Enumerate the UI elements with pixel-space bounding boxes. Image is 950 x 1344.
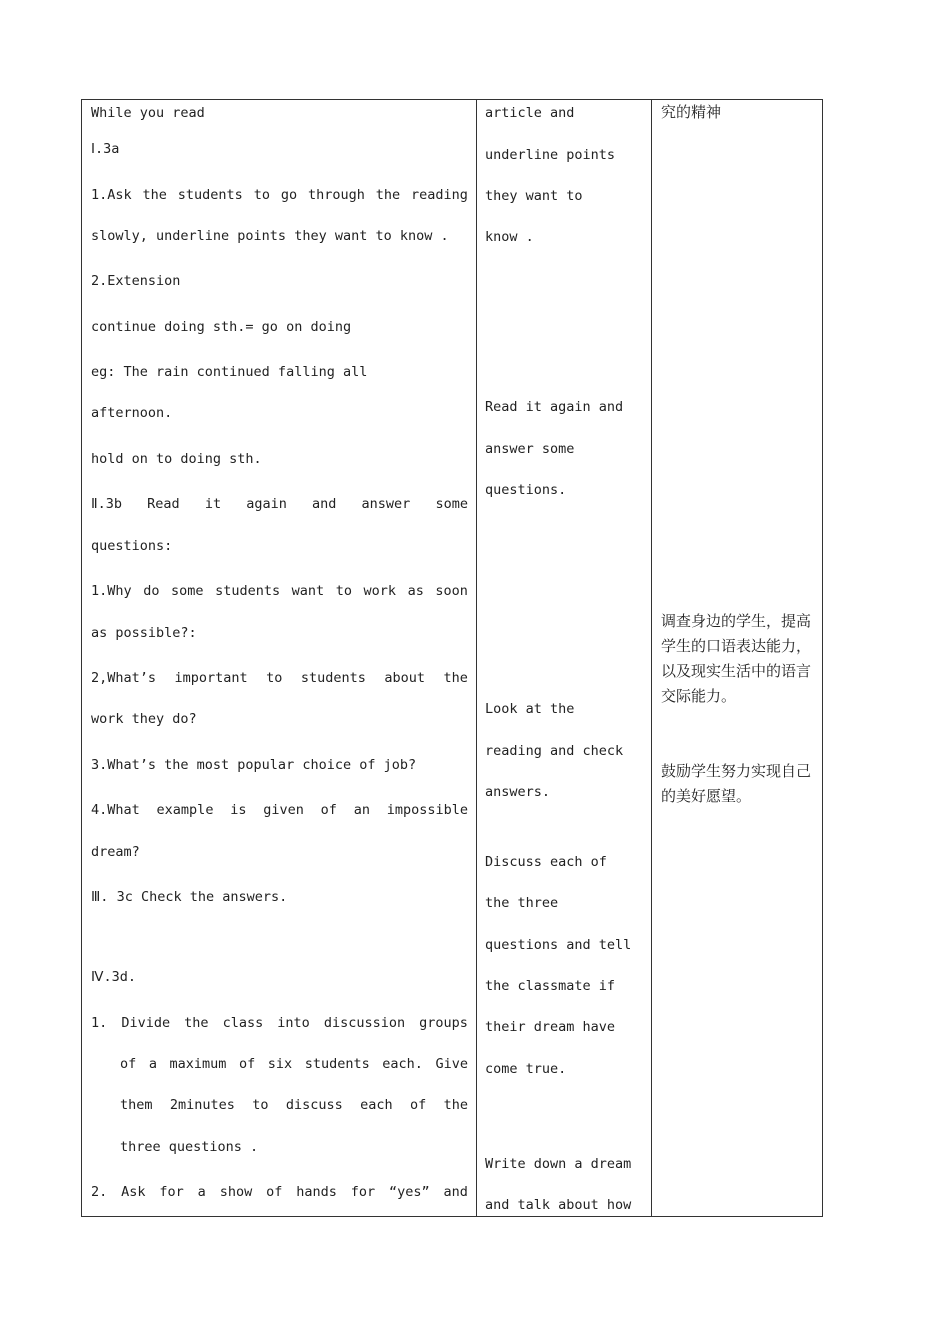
list-item: 2. Ask for a show of hands for “yes” and bbox=[91, 1184, 468, 1200]
student-line: Write down a dream bbox=[485, 1156, 632, 1172]
lesson-plan-table bbox=[81, 99, 823, 1217]
student-line: answers. bbox=[485, 784, 551, 800]
student-line: the classmate if bbox=[485, 978, 616, 994]
question-line: 3.What’s the most popular choice of job? bbox=[91, 757, 417, 773]
design-intent-cell bbox=[652, 100, 823, 1217]
student-line: they want to bbox=[485, 188, 583, 204]
question-line: 2,What’s important to students about the bbox=[91, 670, 468, 686]
paragraph-line: 1.Ask the students to go through the reading bbox=[91, 187, 468, 203]
intent-text: 调查身边的学生，提高学生的口语表达能力，以及现实生活中的语言交际能力。 bbox=[661, 612, 812, 705]
student-line: Look at the bbox=[485, 701, 575, 717]
paragraph-line: hold on to doing sth. bbox=[91, 451, 262, 467]
student-line: article and bbox=[485, 105, 575, 121]
teacher-activity-cell bbox=[82, 100, 477, 1217]
section-label-3d: Ⅳ.3d. bbox=[91, 969, 136, 985]
section-label-3b: Ⅱ.3b Read it again and answer some bbox=[91, 496, 468, 512]
intent-text: 鼓励学生努力实现自己的美好愿望。 bbox=[661, 762, 812, 805]
paragraph-line: 2.Extension bbox=[91, 273, 181, 289]
student-line: their dream have bbox=[485, 1019, 616, 1035]
student-line: know . bbox=[485, 229, 534, 245]
student-line: come true. bbox=[485, 1061, 567, 1077]
student-line: reading and check bbox=[485, 743, 624, 759]
question-line: 4.What example is given of an impossible bbox=[91, 802, 468, 818]
paragraph-line: continue doing sth.= go on doing bbox=[91, 319, 352, 335]
list-item-continuation: three questions . bbox=[120, 1139, 259, 1155]
student-line: questions. bbox=[485, 482, 567, 498]
section-heading: While you read bbox=[91, 105, 205, 121]
student-line: questions and tell bbox=[485, 937, 632, 953]
student-line: Discuss each of bbox=[485, 854, 607, 870]
paragraph-line: slowly, underline points they want to know . bbox=[91, 228, 449, 244]
student-line: the three bbox=[485, 895, 559, 911]
student-activity-cell bbox=[477, 100, 652, 1217]
question-line: dream? bbox=[91, 844, 140, 860]
section-label-3a: Ⅰ.3a bbox=[91, 141, 120, 157]
student-line: answer some bbox=[485, 441, 575, 457]
paragraph-line: afternoon. bbox=[91, 405, 173, 421]
paragraph-line: questions: bbox=[91, 538, 173, 554]
student-line: Read it again and bbox=[485, 399, 624, 415]
question-line: as possible?: bbox=[91, 625, 197, 641]
intent-text: 究的精神 bbox=[661, 103, 722, 121]
list-item: 1. Divide the class into discussion groups bbox=[91, 1015, 468, 1031]
student-line: underline points bbox=[485, 147, 616, 163]
section-label-3c: Ⅲ. 3c Check the answers. bbox=[91, 889, 288, 905]
paragraph-line: eg: The rain continued falling all bbox=[91, 364, 368, 380]
table-row bbox=[82, 100, 823, 1217]
question-line: 1.Why do some students want to work as soon bbox=[91, 583, 468, 599]
list-item-continuation: them 2minutes to discuss each of the bbox=[120, 1097, 468, 1113]
question-line: work they do? bbox=[91, 711, 197, 727]
list-item-continuation: of a maximum of six students each. Give bbox=[120, 1056, 468, 1072]
student-line: and talk about how bbox=[485, 1197, 632, 1213]
